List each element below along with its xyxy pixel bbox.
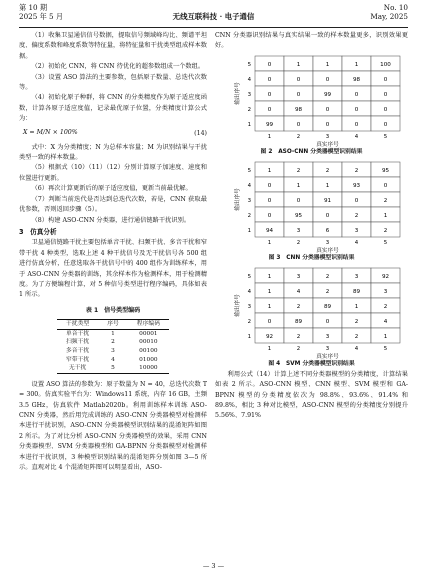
y-tick-label: 4 <box>247 76 251 83</box>
table-cell: 00001 <box>139 330 158 337</box>
table-row <box>57 347 169 356</box>
y-tick-label: 3 <box>247 303 251 310</box>
page-number: — 3 — <box>202 562 225 570</box>
matrix-value: 1 <box>296 61 301 68</box>
step-1: （1）收集卫星通信信号数据，提取信号频域峰均比、频谱平坦度、偏度系数和峰度系数等特征量，将特征量和干扰类型组成样本数据。 <box>19 32 207 60</box>
matrix-value: 93 <box>352 182 361 189</box>
section-heading: 3 仿真分析 <box>19 227 57 236</box>
right-column <box>215 31 408 422</box>
journal-title: 无线互联科技 · 电子通信 <box>172 12 255 21</box>
x-axis-label: 真实序号 <box>316 353 339 360</box>
x-tick-label: 4 <box>354 345 359 352</box>
matrix-value: 2 <box>296 303 301 310</box>
table-cell: 1 <box>111 330 115 337</box>
x-tick-label: 3 <box>325 133 330 140</box>
step-2: （2）初始化 CNN，将 CNN 待优化的超参数组成一个数组。 <box>31 63 205 71</box>
matrix-value: 0 <box>296 197 301 204</box>
page-header <box>19 3 408 29</box>
table-cell: 窄带干扰 <box>65 356 90 363</box>
table-header: 序号 <box>107 321 119 328</box>
matrix-value: 0 <box>267 91 272 98</box>
matrix-value: 0 <box>354 121 359 128</box>
table-cell: 扫频干扰 <box>65 339 90 346</box>
matrix-value: 2 <box>354 212 359 219</box>
matrix-value: 0 <box>267 197 272 204</box>
step-6: （6）再次计算更新后的原子适应度值，更新当前最优解。 <box>31 185 192 193</box>
matrix-value: 3 <box>296 227 301 234</box>
figure-4-caption: 图 4 SVM 分类器模型识别结果 <box>268 360 355 367</box>
formula-14 <box>19 126 207 142</box>
table-row <box>57 364 169 373</box>
y-tick-label: 2 <box>247 106 251 113</box>
x-tick-label: 2 <box>296 133 301 140</box>
x-axis-label: 真实序号 <box>316 141 339 148</box>
matrix-value: 0 <box>354 91 359 98</box>
y-tick-label: 1 <box>247 227 251 234</box>
matrix-value: 0 <box>267 61 272 68</box>
matrix-value: 1 <box>325 61 330 68</box>
table-cell: 单音干扰 <box>65 330 90 337</box>
matrix-value: 2 <box>354 318 359 325</box>
y-tick-label: 4 <box>247 288 251 295</box>
table-cell: 5 <box>111 365 115 372</box>
figure-3 <box>215 159 408 254</box>
matrix-value: 3 <box>325 333 330 340</box>
matrix-value: 1 <box>354 61 359 68</box>
matrix-value: 89 <box>323 303 332 310</box>
y-tick-label: 3 <box>247 91 251 98</box>
figure-2 <box>215 53 408 148</box>
matrix-value: 4 <box>383 318 388 325</box>
matrix-value: 6 <box>325 227 330 234</box>
matrix-value: 1 <box>354 303 359 310</box>
x-tick-label: 2 <box>296 345 301 352</box>
matrix-value: 1 <box>325 182 330 189</box>
formula-number: (14) <box>194 129 207 137</box>
matrix-value: 0 <box>325 106 330 113</box>
matrix-value: 91 <box>323 197 332 204</box>
table-cell: 4 <box>111 356 115 363</box>
matrix-value: 1 <box>267 167 272 174</box>
step-5: （5）根据式（10）（11）（12）分别计算原子加速度、速度和位置进行更新。 <box>19 164 207 182</box>
matrix-value: 2 <box>325 273 330 280</box>
step-3: （3）设置 ASO 算法的主要参数，包括原子数量、总迭代次数等。 <box>19 73 207 92</box>
table-cell: 00010 <box>139 339 158 346</box>
matrix-value: 92 <box>381 273 390 280</box>
y-tick-label: 2 <box>247 318 251 325</box>
table-1-caption: 表 1 信号类型编码 <box>85 306 141 314</box>
matrix-value: 0 <box>325 76 330 83</box>
x-tick-label: 1 <box>267 133 272 140</box>
matrix-value: 95 <box>294 212 303 219</box>
x-tick-label: 5 <box>383 345 388 352</box>
matrix-value: 0 <box>296 76 301 83</box>
issue-date-en: May, 2025 <box>370 12 408 21</box>
y-tick-label: 5 <box>247 273 251 280</box>
matrix-value: 2 <box>325 288 330 295</box>
continued-text: CNN 分类器识别结果与真实结果一致的样本数量更多，识别效果更好。 <box>215 32 408 50</box>
formula-explanation: 式中：X 为分类精度；N 为总样本容量；M 为识别结果与干扰类型一致的样本数量。 <box>19 143 207 162</box>
issue-number: 第 10 期 <box>19 3 48 12</box>
table-cell: 00100 <box>139 347 158 354</box>
matrix-value: 0 <box>354 197 359 204</box>
matrix-value: 0 <box>325 212 330 219</box>
matrix-value: 89 <box>352 288 361 295</box>
matrix-value: 2 <box>354 167 359 174</box>
matrix-value: 3 <box>296 273 301 280</box>
table-cell: 10000 <box>139 365 158 372</box>
table-cell: 3 <box>111 347 115 354</box>
matrix-value: 0 <box>325 121 330 128</box>
y-axis-label: 输出序号 <box>235 82 241 105</box>
table-header-row <box>57 320 169 330</box>
matrix-value: 94 <box>265 227 274 234</box>
matrix-value: 2 <box>354 333 359 340</box>
matrix-value: 0 <box>267 106 272 113</box>
y-tick-label: 2 <box>247 212 251 219</box>
matrix-value: 2 <box>383 197 388 204</box>
y-axis-label: 输出序号 <box>235 294 241 317</box>
x-tick-label: 1 <box>267 345 272 352</box>
x-tick-label: 1 <box>267 239 272 246</box>
y-tick-label: 5 <box>247 61 251 68</box>
table-row <box>57 338 169 347</box>
matrix-value: 3 <box>383 288 388 295</box>
y-tick-label: 5 <box>247 167 251 174</box>
matrix-value: 89 <box>294 318 303 325</box>
figure-3-caption: 图 3 CNN 分类器模型识别结果 <box>268 254 355 261</box>
confusion-matrix-figure-2 <box>215 53 408 148</box>
matrix-value: 0 <box>267 318 272 325</box>
matrix-value: 92 <box>265 333 274 340</box>
y-axis-label: 输出序号 <box>235 188 241 211</box>
matrix-value: 1 <box>267 273 272 280</box>
matrix-value: 0 <box>267 76 272 83</box>
matrix-value: 3 <box>354 273 359 280</box>
matrix-value: 2 <box>383 303 388 310</box>
left-column <box>19 31 207 473</box>
step-7: （7）判断当前迭代是否达到总迭代次数，若是，CNN 获取最优参数，否则返回步骤（5）。 <box>19 195 207 214</box>
table-cell: 01000 <box>139 356 158 363</box>
figure-4 <box>215 265 408 360</box>
matrix-value: 0 <box>267 182 272 189</box>
matrix-value: 0 <box>383 121 388 128</box>
matrix-value: 3 <box>354 227 359 234</box>
matrix-value: 2 <box>296 167 301 174</box>
matrix-value: 0 <box>296 121 301 128</box>
table-row <box>57 356 169 365</box>
x-tick-label: 3 <box>325 345 330 352</box>
results-paragraph: 利用公式（14）计算上述不同分类器模型的分类精度，计算结果如表 2 所示。ASO-CNN 模型、CNN 模型、SVM 模型和 GA-BPNN 模型的分类精度依次为 98.8%、93.6%、91.4% 和 89.8%，相比 3 种对比模型，ASO-CNN 模型的分类精度分别提升 5.56%、7.91% <box>215 370 408 420</box>
matrix-value: 0 <box>383 106 388 113</box>
matrix-value: 1 <box>383 333 388 340</box>
table-cell: 多音干扰 <box>65 347 90 354</box>
step-8: （8）构建 ASO-CNN 分类器，进行通信链路干扰识别。 <box>31 216 191 224</box>
x-tick-label: 5 <box>383 133 388 140</box>
matrix-value: 4 <box>296 288 301 295</box>
matrix-value: 100 <box>380 61 391 68</box>
matrix-value: 0 <box>325 318 330 325</box>
table-row <box>57 329 169 338</box>
matrix-value: 95 <box>381 167 390 174</box>
matrix-value: 1 <box>296 182 301 189</box>
y-tick-label: 1 <box>247 333 251 340</box>
table-cell: 2 <box>111 339 115 346</box>
confusion-matrix-figure-3 <box>215 159 408 254</box>
x-tick-label: 3 <box>325 239 330 246</box>
matrix-value: 0 <box>383 76 388 83</box>
matrix-value: 98 <box>294 106 303 113</box>
confusion-matrix-figure-4 <box>215 265 408 360</box>
x-tick-label: 2 <box>296 239 301 246</box>
matrix-value: 2 <box>296 333 301 340</box>
matrix-value: 99 <box>265 121 274 128</box>
matrix-value: 2 <box>383 227 388 234</box>
matrix-value: 98 <box>352 76 361 83</box>
table-header: 干扰类型 <box>65 321 90 328</box>
header-rule <box>19 27 408 28</box>
x-tick-label: 4 <box>354 133 359 140</box>
figure-2-caption: 图 2 ASO-CNN 分类器模型识别结果 <box>260 148 363 155</box>
x-tick-label: 4 <box>354 239 359 246</box>
x-axis-label: 真实序号 <box>316 247 339 254</box>
matrix-value: 0 <box>383 91 388 98</box>
y-tick-label: 4 <box>247 182 251 189</box>
table-header: 程序编码 <box>136 321 160 328</box>
experiment-paragraph: 设置 ASO 算法的参数为：原子数量为 N = 40，总迭代次数 T = 300。仿真实验平台为：Windows11 系统，内存 16 GB，主频 3.5 GHz，仿真软件 Matlab2020b。利用训练样本训练 ASO-CNN 分类器，然后用完成训练的 ASO-CNN 分类器模型对检测样本进行干扰识别，ASO-CNN 分类器模型识别结果的混淆矩阵如图 2 所示。为了对比分析 ASO-CNN 分类器模型的效果，采用 CNN 分类器模型、SVM 分类器模型和 GA-BPNN 分类器模型对检测样本进行干扰识别，3 种模型识别结果的混淆矩阵分别如图 3—5 所示。直观对比 4 个混淆矩阵图可以明显看出，ASO- <box>19 380 207 471</box>
matrix-value: 0 <box>354 106 359 113</box>
y-tick-label: 1 <box>247 121 251 128</box>
matrix-value: 1 <box>383 212 388 219</box>
formula-expression: X = M/N × 100% <box>23 128 78 136</box>
y-tick-label: 3 <box>247 197 251 204</box>
x-tick-label: 5 <box>383 239 388 246</box>
header-right <box>370 3 408 21</box>
matrix-value: 0 <box>296 91 301 98</box>
matrix-value: 99 <box>323 91 332 98</box>
matrix-value: 0 <box>383 182 388 189</box>
table-cell: 无干扰 <box>68 365 87 372</box>
step-4: （4）初始化原子种群，将 CNN 的分类精度作为原子适应度函数，计算各原子适应度值，记录最优原子位置，分类精度计算公式为： <box>19 94 207 123</box>
matrix-value: 1 <box>267 288 272 295</box>
table-1 <box>57 319 169 374</box>
simulation-paragraph: 卫星通信链路干扰主要包括单音干扰、扫频干扰、多音干扰和窄带干扰 4 种类型，选取上述 4 种干扰信号及无干扰信号各 500 组进行仿真分析，任意选取各干扰信号中的 400 组作为训练样本，用于 ASO-CNN 分类器的训练，其余样本作为检测样本，用于检测精度。为了方便编程计算，对 5 种信号类型进行程序编码，具体如表 1 所示。 <box>19 239 207 299</box>
matrix-value: 0 <box>267 212 272 219</box>
matrix-value: 2 <box>325 167 330 174</box>
matrix-value: 1 <box>267 303 272 310</box>
issue-number-en: No. 10 <box>383 3 408 12</box>
issue-date: 2025 年 5 月 <box>19 12 64 21</box>
